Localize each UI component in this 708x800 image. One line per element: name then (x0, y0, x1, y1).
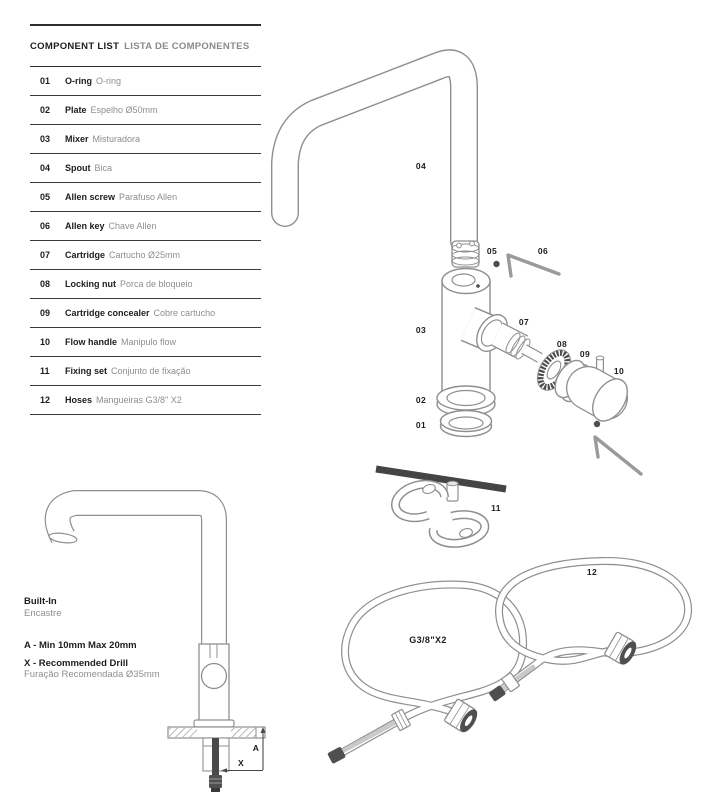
part-label-03: 03 (415, 325, 427, 335)
part-label-04: 04 (415, 161, 427, 171)
part-name-en: Hoses (65, 395, 93, 405)
handle-circle (202, 664, 227, 689)
hose-size-label: G3/8"X2 (409, 635, 447, 645)
part-name-pt: Cartucho Ø25mm (109, 250, 181, 260)
allen-screw-05-drawing (493, 261, 499, 267)
rod-nut (209, 775, 222, 788)
part-name-pt: O-ring (96, 76, 122, 86)
part-label-12: 12 (586, 567, 598, 577)
part-number: 10 (40, 337, 51, 347)
dimension-x-note-en: X - Recommended Drill (24, 657, 128, 669)
part-name-en: Locking nut (65, 279, 116, 289)
part-name-pt: Parafuso Allen (119, 192, 178, 202)
part-number: 11 (40, 366, 50, 376)
built-in-view-drawing (49, 503, 266, 792)
part-name-pt: Misturadora (92, 134, 141, 144)
part-number: 06 (40, 221, 51, 231)
part-name-pt: Mangueiras G3/8" X2 (96, 395, 182, 405)
dimension-a-label: A (252, 743, 260, 753)
spout-04-drawing (285, 63, 464, 241)
dimension-a-note: A - Min 10mm Max 20mm (24, 640, 137, 651)
exploded-view-drawing (285, 63, 641, 474)
part-number: 07 (40, 250, 51, 260)
part-number: 12 (40, 395, 51, 405)
part-label-02: 02 (415, 395, 427, 405)
part-name-pt: Bica (94, 163, 113, 173)
part-label-09: 09 (579, 349, 591, 359)
part-name-en: Mixer (65, 134, 89, 144)
spout-collar-drawing (452, 241, 479, 267)
component-list-title-en: COMPONENT LIST (30, 40, 120, 52)
part-label-08: 08 (556, 339, 568, 349)
part-name-en: Fixing set (65, 366, 108, 376)
threaded-rod (212, 738, 219, 775)
part-name-pt: Espelho Ø50mm (90, 105, 158, 115)
part-label-11: 11 (491, 503, 501, 513)
part-label-07: 07 (518, 317, 530, 327)
part-number: 01 (40, 76, 51, 86)
built-in-title-en: Built-In (24, 596, 57, 607)
part-label-01: 01 (415, 420, 427, 430)
part-name-en: Plate (65, 105, 87, 115)
part-name-en: Allen key (65, 221, 105, 231)
part-name-pt: Cobre cartucho (153, 308, 216, 318)
countertop-drawing (168, 727, 265, 738)
part-name-en: Cartridge concealer (65, 308, 150, 318)
handle-screw-drawing (594, 421, 600, 427)
base-flange (194, 720, 234, 727)
hose-coupling-nut (604, 632, 640, 668)
part-name-pt: Conjunto de fixação (111, 366, 191, 376)
part-number: 05 (40, 192, 51, 202)
part-number: 03 (40, 134, 51, 144)
flow-handle-10-drawing (586, 356, 635, 427)
part-name-pt: Manipulo flow (121, 337, 177, 347)
fixing-set-11-drawing (376, 469, 506, 546)
part-number: 09 (40, 308, 51, 318)
hoses-12-drawing (327, 561, 688, 764)
part-name-en: Spout (65, 163, 91, 173)
allen-key-06-drawing (508, 255, 559, 276)
cartridge-07-drawing (497, 331, 540, 361)
part-number: 02 (40, 105, 51, 115)
part-number: 04 (40, 163, 51, 173)
dimension-x-note-pt: Furação Recomendada Ø35mm (24, 669, 160, 680)
part-name-en: Cartridge (65, 250, 106, 260)
part-label-06: 06 (537, 246, 549, 256)
part-name-pt: Porca de bloqueio (120, 279, 193, 289)
oring-01-drawing (441, 411, 492, 437)
part-label-10: 10 (613, 366, 625, 376)
part-name-en: Allen screw (65, 192, 116, 202)
built-in-title-pt: Encastre (24, 607, 62, 619)
part-name-pt: Chave Allen (108, 221, 157, 231)
part-number: 08 (40, 279, 51, 289)
part-label-05: 05 (486, 246, 498, 256)
part-name-en: O-ring (65, 76, 92, 86)
part-name-en: Flow handle (65, 337, 118, 347)
handle-allen-key-drawing (595, 437, 641, 474)
dimension-x-label: X (237, 758, 245, 768)
component-list-title-pt: LISTA DE COMPONENTES (124, 40, 250, 52)
